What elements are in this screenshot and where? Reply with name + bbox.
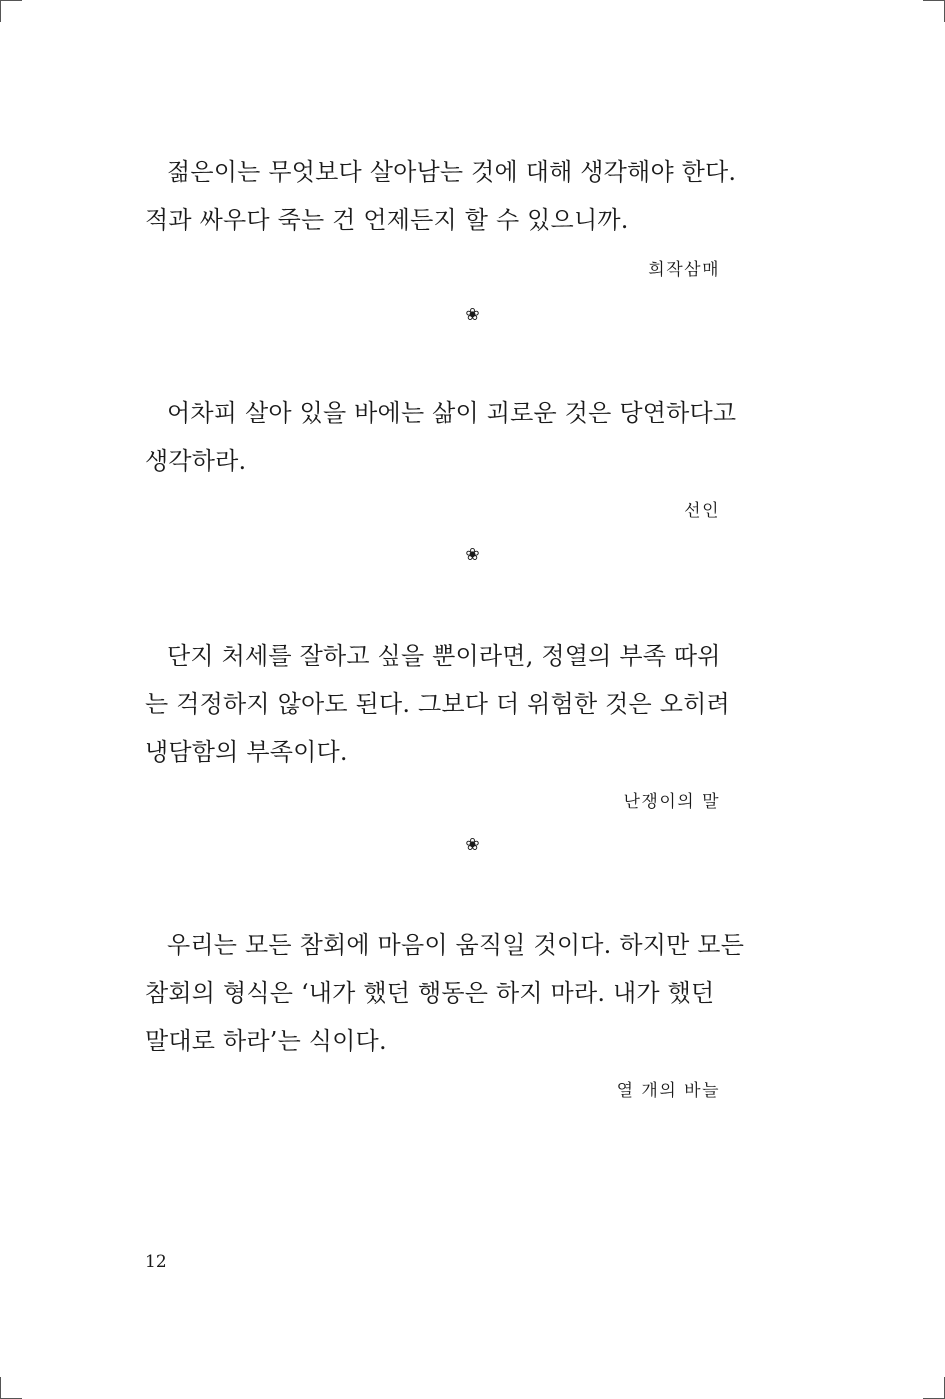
quote-block-2 — [145, 389, 745, 485]
quote-text: 단지 처세를 잘하고 싶을 뿐이라면, 정열의 부족 따위 는 걱정하지 않아도 된다. 그보다 더 위험한 것은 오히려 냉담함의 부족이다. — [145, 642, 730, 766]
flower-divider-icon: ❀ — [465, 305, 480, 325]
quote-text: 젊은이는 무엇보다 살아남는 것에 대해 생각해야 한다. 적과 싸우다 죽는 건 언제든지 할 수 있으니까. — [145, 158, 737, 234]
quote-block-4 — [145, 921, 745, 1065]
quote-block-3 — [145, 632, 745, 776]
quote-source: 열 개의 바늘 — [616, 1081, 720, 1101]
quote-text: 어차피 살아 있을 바에는 삶이 괴로운 것은 당연하다고 생각하라. — [145, 399, 737, 475]
flower-divider-icon: ❀ — [465, 545, 480, 565]
quote-source: 선인 — [684, 501, 720, 521]
quote-source: 희작삼매 — [648, 260, 720, 280]
quote-block-1 — [145, 148, 745, 244]
crop-mark — [0, 0, 1, 22]
crop-mark — [0, 1377, 1, 1399]
crop-mark — [0, 0, 22, 1]
quote-source: 난쟁이의 말 — [623, 792, 720, 812]
flower-divider-icon: ❀ — [465, 835, 480, 855]
page-number: 12 — [145, 1252, 167, 1272]
crop-mark — [923, 0, 945, 1]
quote-text: 우리는 모든 참회에 마음이 움직일 것이다. 하지만 모든 참회의 형식은 ‘내가 했던 행동은 하지 마라. 내가 했던 말대로 하라’는 식이다. — [145, 931, 745, 1055]
